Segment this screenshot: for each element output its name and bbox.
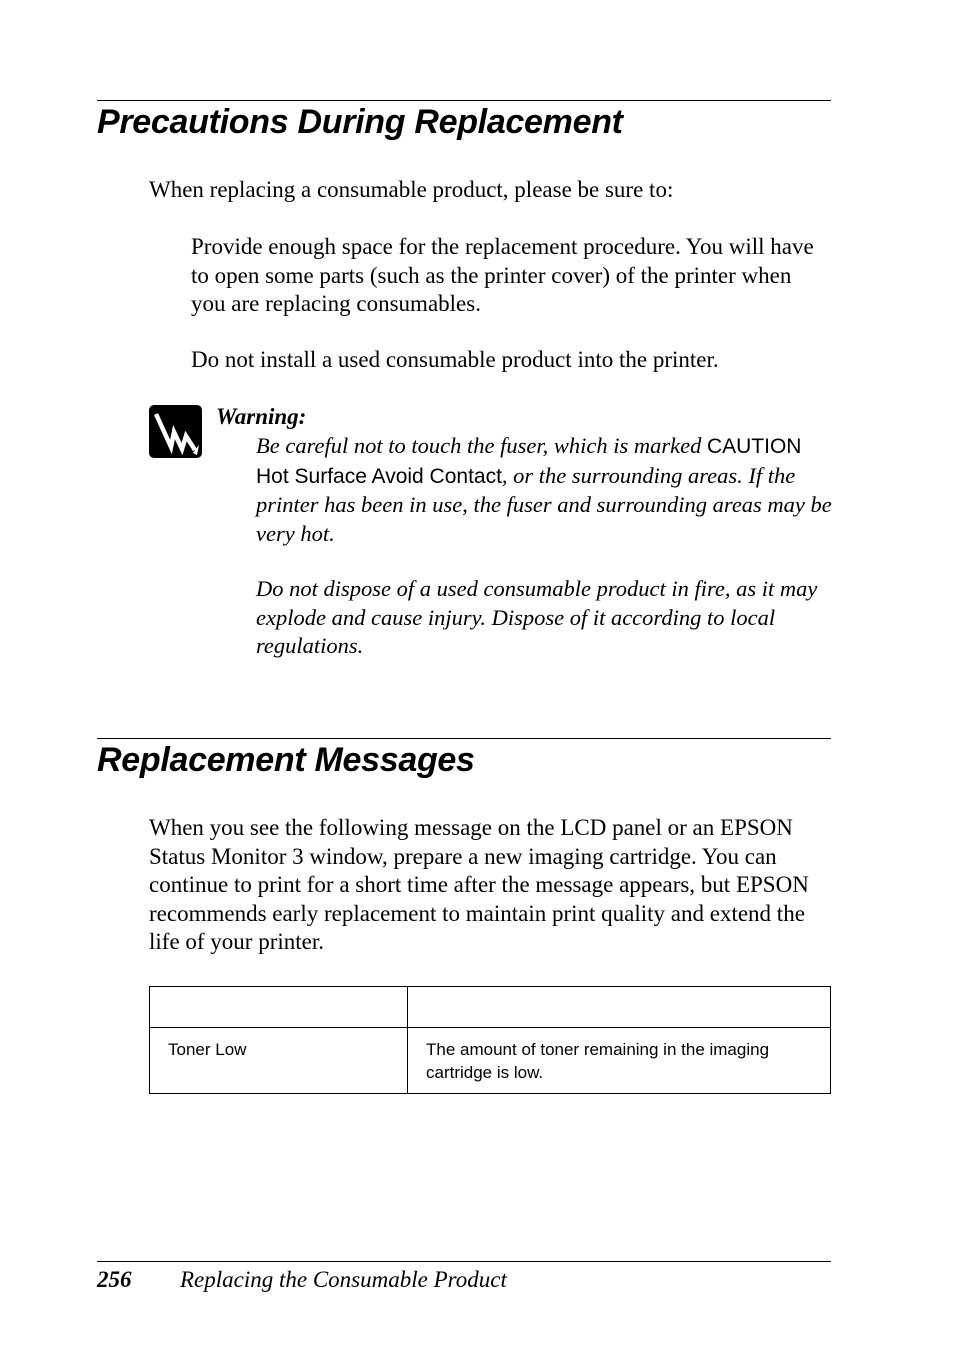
heading-rule [97, 100, 831, 101]
messages-paragraph: When you see the following message on the LCD panel or an EPSON Status Monitor 3 window, prepare a new imaging cartridge. You can continue to print for a short time after the message appears, but EPSON recommends early replacement to maintain print quality and extend the life of your printer. [149, 815, 809, 955]
precaution-item: Do not install a used consumable product into the printer. [191, 347, 719, 372]
message-cell: Toner Low [150, 1028, 408, 1094]
warning-text-part: , or the surrounding areas. If the printer has been in use, the fuser and surrounding areas may be very hot. [256, 462, 832, 546]
description-cell: The amount of toner remaining in the imaging cartridge is low. [408, 1028, 831, 1094]
warning-text-part: Be careful not to touch the fuser, which is marked [256, 433, 707, 458]
table-row [150, 1028, 831, 1094]
chapter-title: Replacing the Consumable Product [180, 1267, 507, 1292]
footer-rule [97, 1261, 831, 1262]
table-header-cell [150, 987, 408, 1028]
warning-lightning-icon [149, 405, 202, 458]
warning-text-fuser [256, 432, 836, 548]
table-header-cell [408, 987, 831, 1028]
section-heading-precautions: Precautions During Replacement [97, 103, 623, 141]
table-header-row [150, 987, 831, 1028]
section-heading-messages: Replacement Messages [97, 741, 475, 779]
heading-rule [97, 738, 831, 739]
intro-text: When replacing a consumable product, please be sure to: [149, 177, 674, 202]
replacement-messages-table [149, 986, 831, 1094]
warning-label: Warning: [216, 404, 307, 429]
precaution-item: Provide enough space for the replacement procedure. You will have to open some parts (such as the printer cover) of the printer when you are replacing consumables. [191, 234, 814, 317]
warning-text-disposal: Do not dispose of a used consumable product in fire, as it may explode and cause injury. Dispose of it according to local regulations. [256, 576, 818, 659]
caution-marking: CAUTION Hot Surface Avoid Contact [256, 435, 802, 488]
page-number: 256 [97, 1267, 132, 1292]
